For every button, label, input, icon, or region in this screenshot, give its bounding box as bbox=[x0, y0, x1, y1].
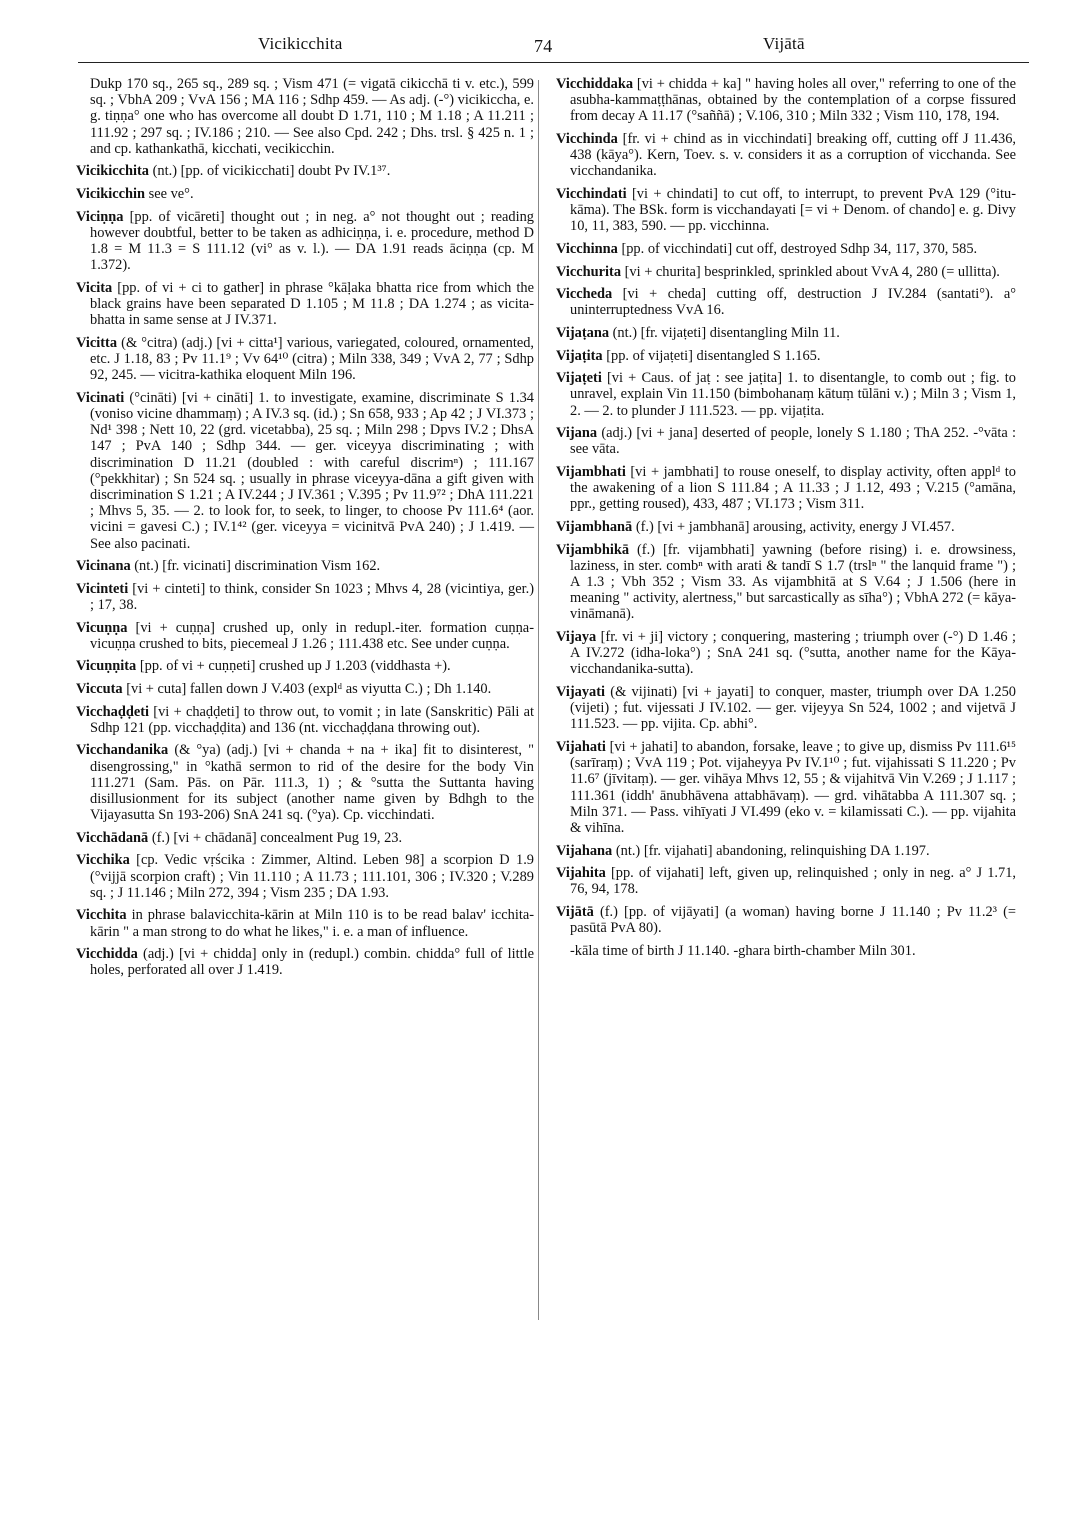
dictionary-entry bbox=[556, 865, 1016, 897]
entry-definition: (f.) [vi + jambhanā] arousing, activity, energy J VI.457. bbox=[632, 518, 955, 535]
entry-definition: [vi + chidda + ka] " having holes all over," referring to one of the asubha-kammaṭṭhānas, obtained by the contemplation of a corpse fissured from decay A 11.17 (°saññā) ; V.106, 310 ; Miln 332 ; Vism 110, 178, 194. bbox=[570, 76, 1016, 125]
entry-definition: [vi + chaḍḍeti] to throw out, to vomit ; in late (Sanskritic) Pāli at Sdhp 121 (pp. vicchaḍḍita) and 136 (nt. vicchaḍḍana throwing out). bbox=[90, 703, 534, 736]
dictionary-entry bbox=[556, 739, 1016, 836]
dictionary-entry bbox=[556, 186, 1016, 235]
entry-headword: Vijahati bbox=[556, 738, 606, 755]
entry-headword: Vicchurita bbox=[556, 263, 622, 280]
dictionary-entry bbox=[76, 390, 534, 552]
dictionary-entry bbox=[76, 581, 534, 613]
entry-definition: (f.) [fr. vijambhati] yawning (before rising) i. e. drowsiness, laziness, in ster. combⁿ with arati & tandī S 1.7 (trslⁿ " the lanquid frame ") ; A 1.3 ; Vbh 352 ; Vism 33. As vijambhitā at S V.64 ; J 1.506 (here in meaning " activity, alertness," but sarcastically as sīha°) ; VbhA 272 (= kāya-vināmanā). bbox=[570, 541, 1016, 623]
entry-definition: (nt.) [fr. vicinati] discrimination Vism 162. bbox=[130, 558, 381, 575]
dictionary-entry bbox=[556, 904, 1016, 936]
entry-headword: Vicchiddaka bbox=[556, 76, 634, 92]
dictionary-entry bbox=[556, 76, 1016, 125]
entry-definition: [pp. of vijaṭeti] disentangled S 1.165. bbox=[602, 347, 821, 364]
entry-definition: (nt.) [fr. vijahati] abandoning, relinquishing DA 1.197. bbox=[612, 842, 930, 859]
entry-definition: [pp. of vi + cuṇṇeti] crushed up J 1.203 (viddhasta +). bbox=[136, 658, 451, 675]
entry-definition: (adj.) [vi + jana] deserted of people, lonely S 1.180 ; ThA 252. -°vāta : see vāta. bbox=[570, 425, 1016, 458]
entry-headword: Vijayati bbox=[556, 683, 606, 700]
entry-definition: [cp. Vedic vṛścika : Zimmer, Altind. Leben 98] a scorpion D 1.9 (°vijjā scorpion craft) ; Vin 11.110 ; A 11.73 ; 111.101, 306 ; IV.320 ; V.289 sq. ; J 11.146 ; Miln 272, 394 ; Vism 235 ; DA 1.93. bbox=[90, 852, 534, 901]
dictionary-entry bbox=[76, 186, 534, 202]
dictionary-entry bbox=[556, 629, 1016, 678]
dictionary-entry bbox=[556, 425, 1016, 457]
entry-headword: Vijātā bbox=[556, 903, 594, 920]
dictionary-entry bbox=[556, 684, 1016, 733]
dictionary-entry bbox=[556, 325, 1016, 341]
entry-headword: Vijaṭita bbox=[556, 347, 603, 364]
page-number: 74 bbox=[534, 36, 553, 56]
entry-headword: Viciṇṇa bbox=[76, 208, 124, 225]
entry-headword: Vicchinda bbox=[556, 131, 618, 147]
entry-headword: Vicikicchin bbox=[76, 186, 146, 202]
dictionary-entry bbox=[76, 681, 534, 697]
dictionary-entry bbox=[556, 943, 1016, 959]
entry-definition: (& °ya) (adj.) [vi + chanda + na + ika] fit to disinterest, " disengrossing," in °kathā sermon to rid of the desire for the body Vin 111.271 (Sam. Pās. on Pār. 111.3, 1) ; & °sutta the Suttanta having disillusionment for its subject (another name given by Bdhgh to the Vijayasutta Sn 193-206) SnA 241 sq. (°ya). Cp. vicchindati. bbox=[90, 742, 534, 824]
entry-headword: Vicchādanā bbox=[76, 829, 149, 846]
entry-headword: Vijaṭana bbox=[556, 324, 610, 341]
dictionary-entry bbox=[76, 163, 534, 179]
entry-headword: Viccheda bbox=[556, 286, 613, 303]
dictionary-entry bbox=[76, 558, 534, 574]
dictionary-entry bbox=[556, 286, 1016, 318]
entry-definition: see ve°. bbox=[145, 186, 194, 202]
dictionary-entry bbox=[76, 335, 534, 384]
entry-headword: Vicuṇṇita bbox=[76, 658, 137, 675]
entry-definition: (adj.) [vi + chidda] only in (redupl.) combin. chidda° full of little holes, perforated all over J 1.419. bbox=[90, 946, 534, 979]
entry-headword: Vicchinna bbox=[556, 241, 618, 257]
dictionary-entry bbox=[556, 843, 1016, 859]
entry-definition: [fr. vi + chind as in vicchindati] breaking off, cutting off J 11.436, 438 (kāya°). Kern, Toev. s. v. considers it as a corruption of vicchanda. See vicchandanika. bbox=[570, 131, 1016, 180]
dictionary-entry bbox=[556, 348, 1016, 364]
entry-definition: -kāla time of birth J 11.140. -ghara birth-chamber Miln 301. bbox=[570, 942, 916, 959]
entry-definition: [pp. of vi + ci to gather] in phrase °kāḷaka bhatta rice from which the black grains have been separated D 1.105 ; M 11.8 ; DA 1.274 ; as vicita-bhatta in same sense at J IV.371. bbox=[90, 279, 534, 329]
dictionary-entry bbox=[76, 209, 534, 274]
entry-definition: [vi + cinteti] to think, consider Sn 1023 ; Mhvs 4, 28 (vicintiya, ger.) ; 17, 38. bbox=[90, 580, 534, 614]
entry-headword: Vicchaḍḍeti bbox=[76, 703, 150, 720]
dictionary-entry bbox=[76, 946, 534, 978]
dictionary-entry bbox=[76, 852, 534, 901]
header-left-guideword: Vicikicchita bbox=[258, 34, 343, 53]
dictionary-entry bbox=[76, 704, 534, 736]
running-header bbox=[78, 32, 1029, 60]
dictionary-entry bbox=[556, 131, 1016, 180]
entry-headword: Vijaṭeti bbox=[556, 370, 602, 387]
entry-definition: (nt.) [pp. of vicikicchati] doubt Pv IV.1³⁷. bbox=[149, 163, 391, 180]
entry-definition: [pp. of vijahati] left, given up, relinquished ; only in neg. a° J 1.71, 76, 94, 178. bbox=[570, 865, 1016, 898]
dictionary-entry bbox=[556, 542, 1016, 623]
entry-definition: [vi + jahati] to abandon, forsake, leave ; to give up, dismiss Pv 111.6¹⁵ (sarīraṃ) ; VvA 119 ; Pot. vijaheyya Pv IV.1¹⁰ ; fut. vijahissati S 11.220 ; Pv 11.6⁷ (jīvitaṃ). — ger. vihāya Mhvs 12, 55 ; & vijahitvā Vin V.269 ; J 1.117 ; 111.361 (iddh' ānubhāvena attabhāvaṃ). — grd. vihātabba A 111.307 sq. ; Miln 371. — Pass. vihīyati J VI.499 (eko v. = kilamissati C.). — pp. vijahita & vihīna. bbox=[570, 738, 1016, 836]
dictionary-entry bbox=[556, 519, 1016, 535]
entry-headword: Vicuṇṇa bbox=[76, 619, 128, 636]
dictionary-entry bbox=[76, 830, 534, 846]
entry-definition: [vi + cheda] cutting off, destruction J IV.284 (santati°). a° uninterruptedness VvA 16. bbox=[570, 286, 1016, 319]
right-column bbox=[556, 76, 1016, 965]
entry-definition: (nt.) [fr. vijaṭeti] disentangling Miln 11. bbox=[609, 324, 840, 341]
entry-headword: Vicita bbox=[76, 279, 113, 296]
entry-definition: [pp. of vicāreti] thought out ; in neg. a° not thought out ; reading however doubtful, better to be taken as adhiciṇṇa, i. e. procedure, method D 1.8 = M 11.3 = S 111.12 (vi° as v. l.). — DA 1.91 reads āciṇṇa (cp. M 1.372). bbox=[90, 208, 534, 274]
entry-headword: Vicinteti bbox=[76, 580, 129, 597]
entry-definition: (°cināti) [vi + cināti] 1. to investigate, examine, discriminate S 1.34 (voniso vicine dhammaṃ) ; A IV.3 sq. (id.) ; Sn 658, 933 ; Ap 42 ; J VI.373 ; Nd¹ 398 ; Nett 10, 22 (grd. vicetabba), 25 sq. ; Miln 298 ; Dpvs IV.2 ; DhsA 147 ; PvA 140 ; Sdhp 344. — ger. viceyya discriminating ; with discrimination D 11.21 (doubled : with careful discrimⁿ) ; 111.167 (°pekkhitar) ; Sn 524 sq. ; usually in phrase viceyya-dāna a gift given with discrimination S 1.21 ; A IV.244 ; J IV.361 ; V.395 ; Pv 11.9⁷² ; DhA 111.221 ; Mhvs 5, 35. — 2. to look for, to seek, to linger, to choose Pv 111.6⁴ (aor. vicini = gavesi C.) ; IV.1⁴² (ger. viceyya = vicinitvā PvA 240) ; J 1.419. — See also pacinati. bbox=[90, 389, 534, 552]
left-column bbox=[76, 76, 534, 985]
entry-headword: Vicinana bbox=[76, 558, 131, 575]
entry-headword: Vijambhikā bbox=[556, 541, 630, 558]
entry-headword: Vicikicchita bbox=[76, 163, 150, 180]
dictionary-entry bbox=[556, 264, 1016, 280]
entry-definition: [fr. vi + ji] victory ; conquering, mastering ; triumph over (-°) D 1.46 ; A IV.272 (idha-loka°) ; SnA 241 sq. (°sutta, another name for the Kāya-vicchandanika-sutta). bbox=[570, 628, 1016, 678]
header-rule bbox=[78, 62, 1029, 63]
entry-headword: Vijana bbox=[556, 425, 598, 442]
entry-definition: [vi + churita] besprinkled, sprinkled about VvA 4, 280 (= ullitta). bbox=[621, 263, 1000, 280]
column-divider bbox=[538, 80, 539, 1320]
entry-definition: [vi + cuṇṇa] crushed up, only in redupl.-iter. formation cuṇṇa-vicuṇṇa crushed to bits, piecemeal J 1.26 ; 111.438 etc. See under cuṇṇa. bbox=[90, 619, 534, 652]
entry-definition: [vi + Caus. of jaṭ : see jaṭita] 1. to disentangle, to comb out ; fig. to unravel, explain Vin 11.150 (bimbohanaṃ kātuṃ tūlāni v.) ; Miln 3 ; Vism 1, 2. — 2. to plunder J 111.523. — pp. vijaṭita. bbox=[570, 370, 1016, 419]
entry-definition: (f.) [pp. of vijāyati] (a woman) having borne J 11.140 ; Pv 11.2³ (= pasūtā PvA 80). bbox=[570, 903, 1016, 937]
entry-definition: [pp. of vicchindati] cut off, destroyed Sdhp 34, 117, 370, 585. bbox=[617, 241, 978, 257]
dictionary-entry bbox=[76, 280, 534, 329]
entry-headword: Vicinati bbox=[76, 389, 125, 406]
entry-headword: Vijahita bbox=[556, 865, 606, 882]
entry-definition: [vi + jambhati] to rouse oneself, to display activity, often applᵈ to the awakening of a lion S 111.84 ; A 11.33 ; J 1.12, 493 ; V.215 (°amāna, ppr., getting roused), 433, 487 ; VI.173 ; Vism 311. bbox=[570, 463, 1016, 513]
entry-definition: [vi + chindati] to cut off, to interrupt, to prevent PvA 129 (°itu-kāma). The BSk. form is vicchandayati [= vi + Denom. of chando] e. g. Divy 10, 11, 383, 590. — pp. vicchinna. bbox=[570, 186, 1016, 235]
entry-definition: (& °citra) (adj.) [vi + citta¹] various, variegated, coloured, ornamented, etc. J 1.18, 83 ; Pv 11.1⁹ ; Vv 64¹⁰ (citra) ; Miln 338, 349 ; VvA 2, 77 ; Sdhp 92, 245. — vicitra-kathika eloquent Miln 196. bbox=[90, 334, 534, 384]
entry-headword: Vijambhati bbox=[556, 463, 626, 480]
entry-headword: Vijambhanā bbox=[556, 518, 633, 535]
header-right-guideword: Vijātā bbox=[763, 34, 805, 53]
entry-headword: Vijaya bbox=[556, 628, 597, 645]
dictionary-entry bbox=[556, 370, 1016, 419]
dictionary-entry bbox=[556, 241, 1016, 257]
entry-headword: Vicchita bbox=[76, 907, 127, 924]
dictionary-entry bbox=[76, 742, 534, 823]
entry-headword: Vijahana bbox=[556, 842, 613, 859]
entry-headword: Vicchindati bbox=[556, 186, 627, 202]
dictionary-entry bbox=[76, 907, 534, 939]
entry-headword: Vicchidda bbox=[76, 946, 138, 963]
entry-definition: in phrase balavicchita-kārin at Miln 110 is to be read balav' icchita-kārin " a man strong to do what he likes," i. e. a man of influence. bbox=[90, 907, 534, 940]
dictionary-entry bbox=[76, 658, 534, 674]
entry-headword: Vicchandanika bbox=[76, 742, 169, 759]
entry-headword: Vicitta bbox=[76, 334, 118, 351]
dictionary-entry bbox=[76, 620, 534, 652]
dictionary-entry bbox=[76, 76, 534, 157]
entry-definition: (f.) [vi + chādanā] concealment Pug 19, 23. bbox=[148, 829, 403, 846]
entry-definition: [vi + cuta] fallen down J V.403 (explᵈ as viyutta C.) ; Dh 1.140. bbox=[122, 681, 492, 697]
entry-headword: Viccuta bbox=[76, 681, 123, 697]
entry-headword: Vicchika bbox=[76, 852, 130, 869]
entry-definition: (& vijinati) [vi + jayati] to conquer, master, triumph over DA 1.250 (vijeti) ; fut. vijessati J IV.102. — ger. vijeyya Sn 524, 1002 ; and vijetvā J 111.523. — pp. vijita. Cp. abhi°. bbox=[570, 683, 1016, 733]
entry-definition: Dukp 170 sq., 265 sq., 289 sq. ; Vism 471 (= vigatā cikicchā ti v. etc.), 599 sq. ; VbhA 209 ; VvA 156 ; MA 116 ; Sdhp 459. — As adj. (-°) vicikiccha, e. g. tiṇṇa° one who has overcome all doubt D 1.71, 110 ; M 1.18 ; A 11.211 ; 111.92 ; 297 sq. ; IV.186 ; 210. — See also Cpd. 242 ; Dhs. trsl. § 425 n. 1 ; and cp. kathankathā, kicchati, vecikicchin. bbox=[90, 76, 534, 157]
dictionary-entry bbox=[556, 464, 1016, 513]
